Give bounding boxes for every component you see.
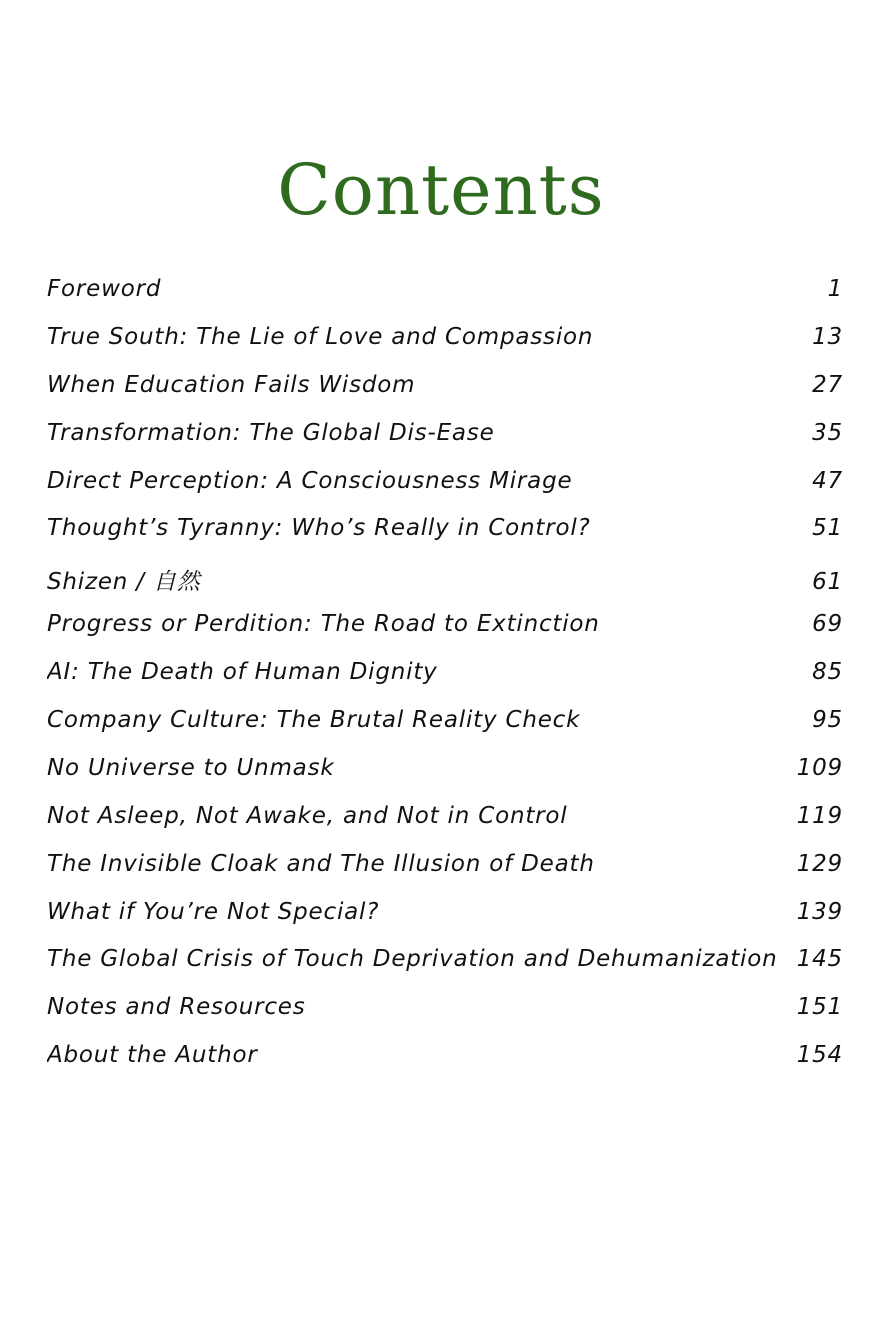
toc-entry — [47, 468, 843, 516]
toc-entry-title: The Global Crisis of Touch Deprivation and Dehumanization — [47, 946, 778, 973]
toc-entry-title: No Universe to Unmask — [47, 754, 335, 781]
toc-entry-page: 139 — [796, 898, 843, 925]
toc-entry — [47, 611, 843, 659]
page-title: Contents — [277, 149, 605, 231]
toc-entry-page: 1 — [827, 276, 843, 302]
toc-entry — [47, 372, 843, 420]
toc-entry-title: Transformation: The Global Dis-Ease — [47, 419, 495, 446]
toc-entry-title: Progress or Perdition: The Road to Extinction — [47, 611, 600, 638]
toc-entry — [47, 659, 843, 707]
toc-entry-page: 145 — [796, 946, 843, 973]
toc-entry-page: 61 — [812, 569, 843, 596]
toc-entry-page: 47 — [812, 467, 843, 494]
toc-entry-title: Notes and Resources — [47, 994, 306, 1021]
toc-entry — [47, 420, 843, 468]
toc-entry-title: Company Culture: The Brutal Reality Check — [47, 707, 581, 734]
toc-entry — [47, 899, 843, 947]
toc-entry-title: What if You’re Not Special? — [47, 898, 380, 925]
toc-entry-title: Thought’s Tyranny: Who’s Really in Control? — [47, 515, 591, 542]
toc-entry — [47, 994, 843, 1042]
toc-entry-page: 154 — [796, 1042, 843, 1069]
toc-entry-page: 151 — [796, 994, 843, 1021]
toc-entry — [47, 707, 843, 755]
toc-entry-title: About the Author — [47, 1042, 258, 1069]
toc-entry-title: AI: The Death of Human Dignity — [47, 659, 438, 686]
toc-entry — [47, 276, 843, 324]
toc-entry — [47, 324, 843, 372]
toc-entry-page: 35 — [812, 419, 843, 446]
toc-entry-title: Direct Perception: A Consciousness Mirage — [47, 467, 573, 494]
toc-entry-page: 51 — [812, 515, 843, 542]
toc-entry — [47, 946, 843, 994]
toc-entry-page: 27 — [812, 371, 843, 398]
toc-entry — [47, 563, 843, 611]
table-of-contents — [47, 276, 843, 1090]
toc-entry — [47, 803, 843, 851]
toc-entry-title: The Invisible Cloak and The Illusion of Death — [47, 850, 595, 877]
toc-entry-page: 119 — [796, 802, 843, 829]
toc-entry-page: 129 — [796, 850, 843, 877]
toc-entry — [47, 851, 843, 899]
toc-entry-page: 95 — [812, 707, 843, 734]
toc-entry-title: True South: The Lie of Love and Compassion — [47, 323, 594, 350]
toc-entry-title: Foreword — [47, 276, 162, 302]
toc-entry-page: 69 — [812, 611, 843, 638]
toc-entry-title: When Education Fails Wisdom — [47, 371, 416, 398]
toc-entry-page: 13 — [812, 323, 843, 350]
toc-entry — [47, 1042, 843, 1090]
toc-entry — [47, 515, 843, 563]
toc-entry-title: Shizen / 自然 — [47, 569, 201, 596]
toc-entry-page: 109 — [796, 754, 843, 781]
toc-entry-page: 85 — [812, 659, 843, 686]
toc-entry-title: Not Asleep, Not Awake, and Not in Control — [47, 802, 568, 829]
toc-entry — [47, 755, 843, 803]
